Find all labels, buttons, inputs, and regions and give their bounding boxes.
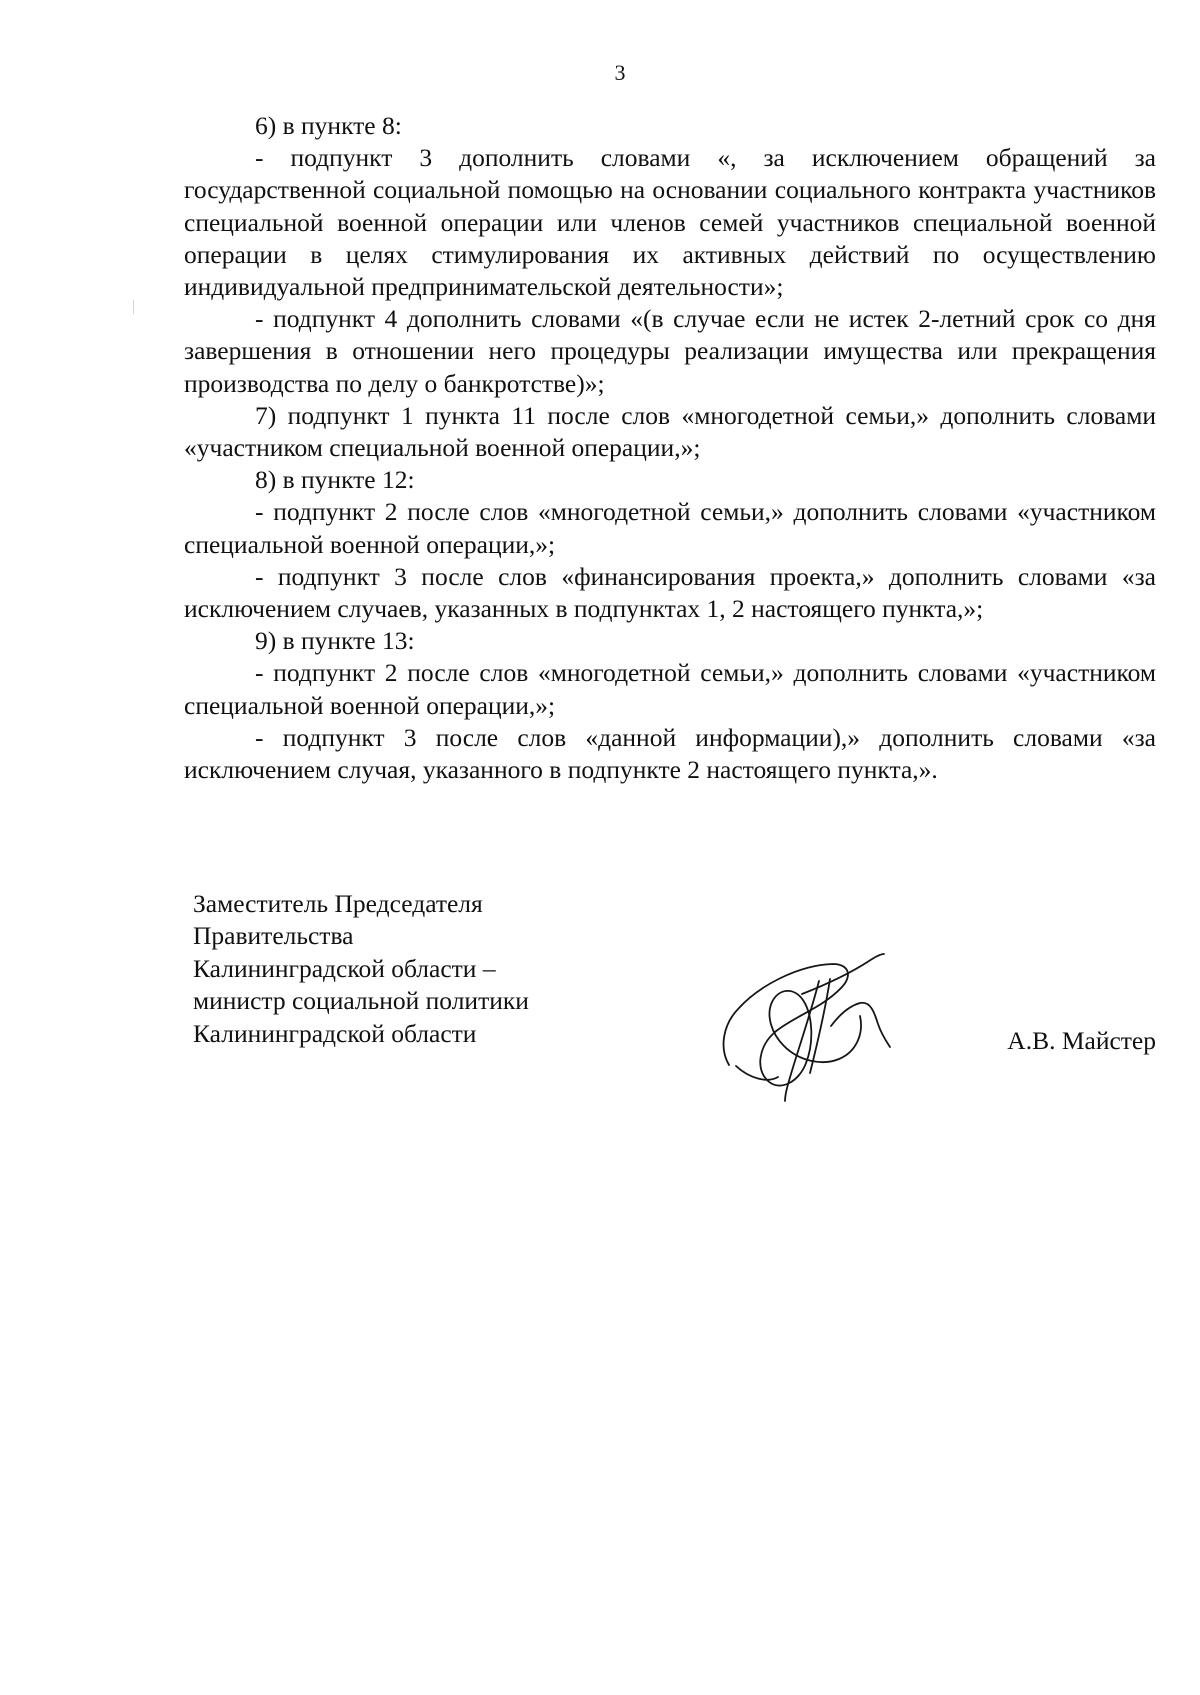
paragraph-subitem-13-2: - подпункт 2 после слов «многодетной семьи,» дополнить словами «участником специальной военной операции,»; [184,658,1156,720]
paragraph-item-6: 6) в пункте 8: [255,111,402,140]
paragraph-item-7: 7) подпункт 1 пункта 11 после слов «многодетной семьи,» дополнить словами «участником специальной военной операции,»; [184,400,1156,463]
signer-name: А.В. Майстер [1007,1026,1156,1055]
paragraph-item-9: 9) в пункте 13: [255,626,415,656]
paragraph-subitem-12-3: - подпункт 3 после слов «финансирования проекта,» дополнить словами «за исключением случаев, указанных в подпунктах 1, 2 настоящего пункта,»; [184,561,1156,624]
signer-position-block [193,888,613,1050]
scan-artifact-mark [133,300,134,314]
signer-position-line: Калининградской области – [193,953,496,983]
page-number: 3 [614,60,626,85]
signer-position-line: Правительства [193,921,354,951]
paragraph-subitem-8-4: - подпункт 4 дополнить словами «(в случае если не истек 2-летний срок со дня завершения в отношении него процедуры реализации имущества или прекращения производства по делу о банкротстве)»; [184,304,1156,398]
paragraph-subitem-12-2: - подпункт 2 после слов «многодетной семьи,» дополнить словами «участником специальной военной операции,»; [184,497,1156,559]
signer-position-line: Калининградской области [193,1018,477,1048]
paragraph-item-8: 8) в пункте 12: [255,465,415,495]
paragraph-subitem-13-3: - подпункт 3 после слов «данной информации),» дополнить словами «за исключением случая, указанного в подпункте 2 настоящего пункта,». [184,722,1156,785]
document-body [184,110,1156,786]
paragraph-subitem-8-3: - подпункт 3 дополнить словами «, за исключением обращений за государственной социальной помощью на основании социального контракта участников специальной военной операции или членов семей участников специальной военной операции в целях стимулирования их активных действий по осуществлению индивидуальной предпринимательской деятельности»; [184,143,1156,302]
signer-position-line: министр социальной политики [193,986,529,1016]
signer-position-line: Заместитель Председателя [193,889,483,918]
handwritten-signature-icon [715,945,905,1105]
